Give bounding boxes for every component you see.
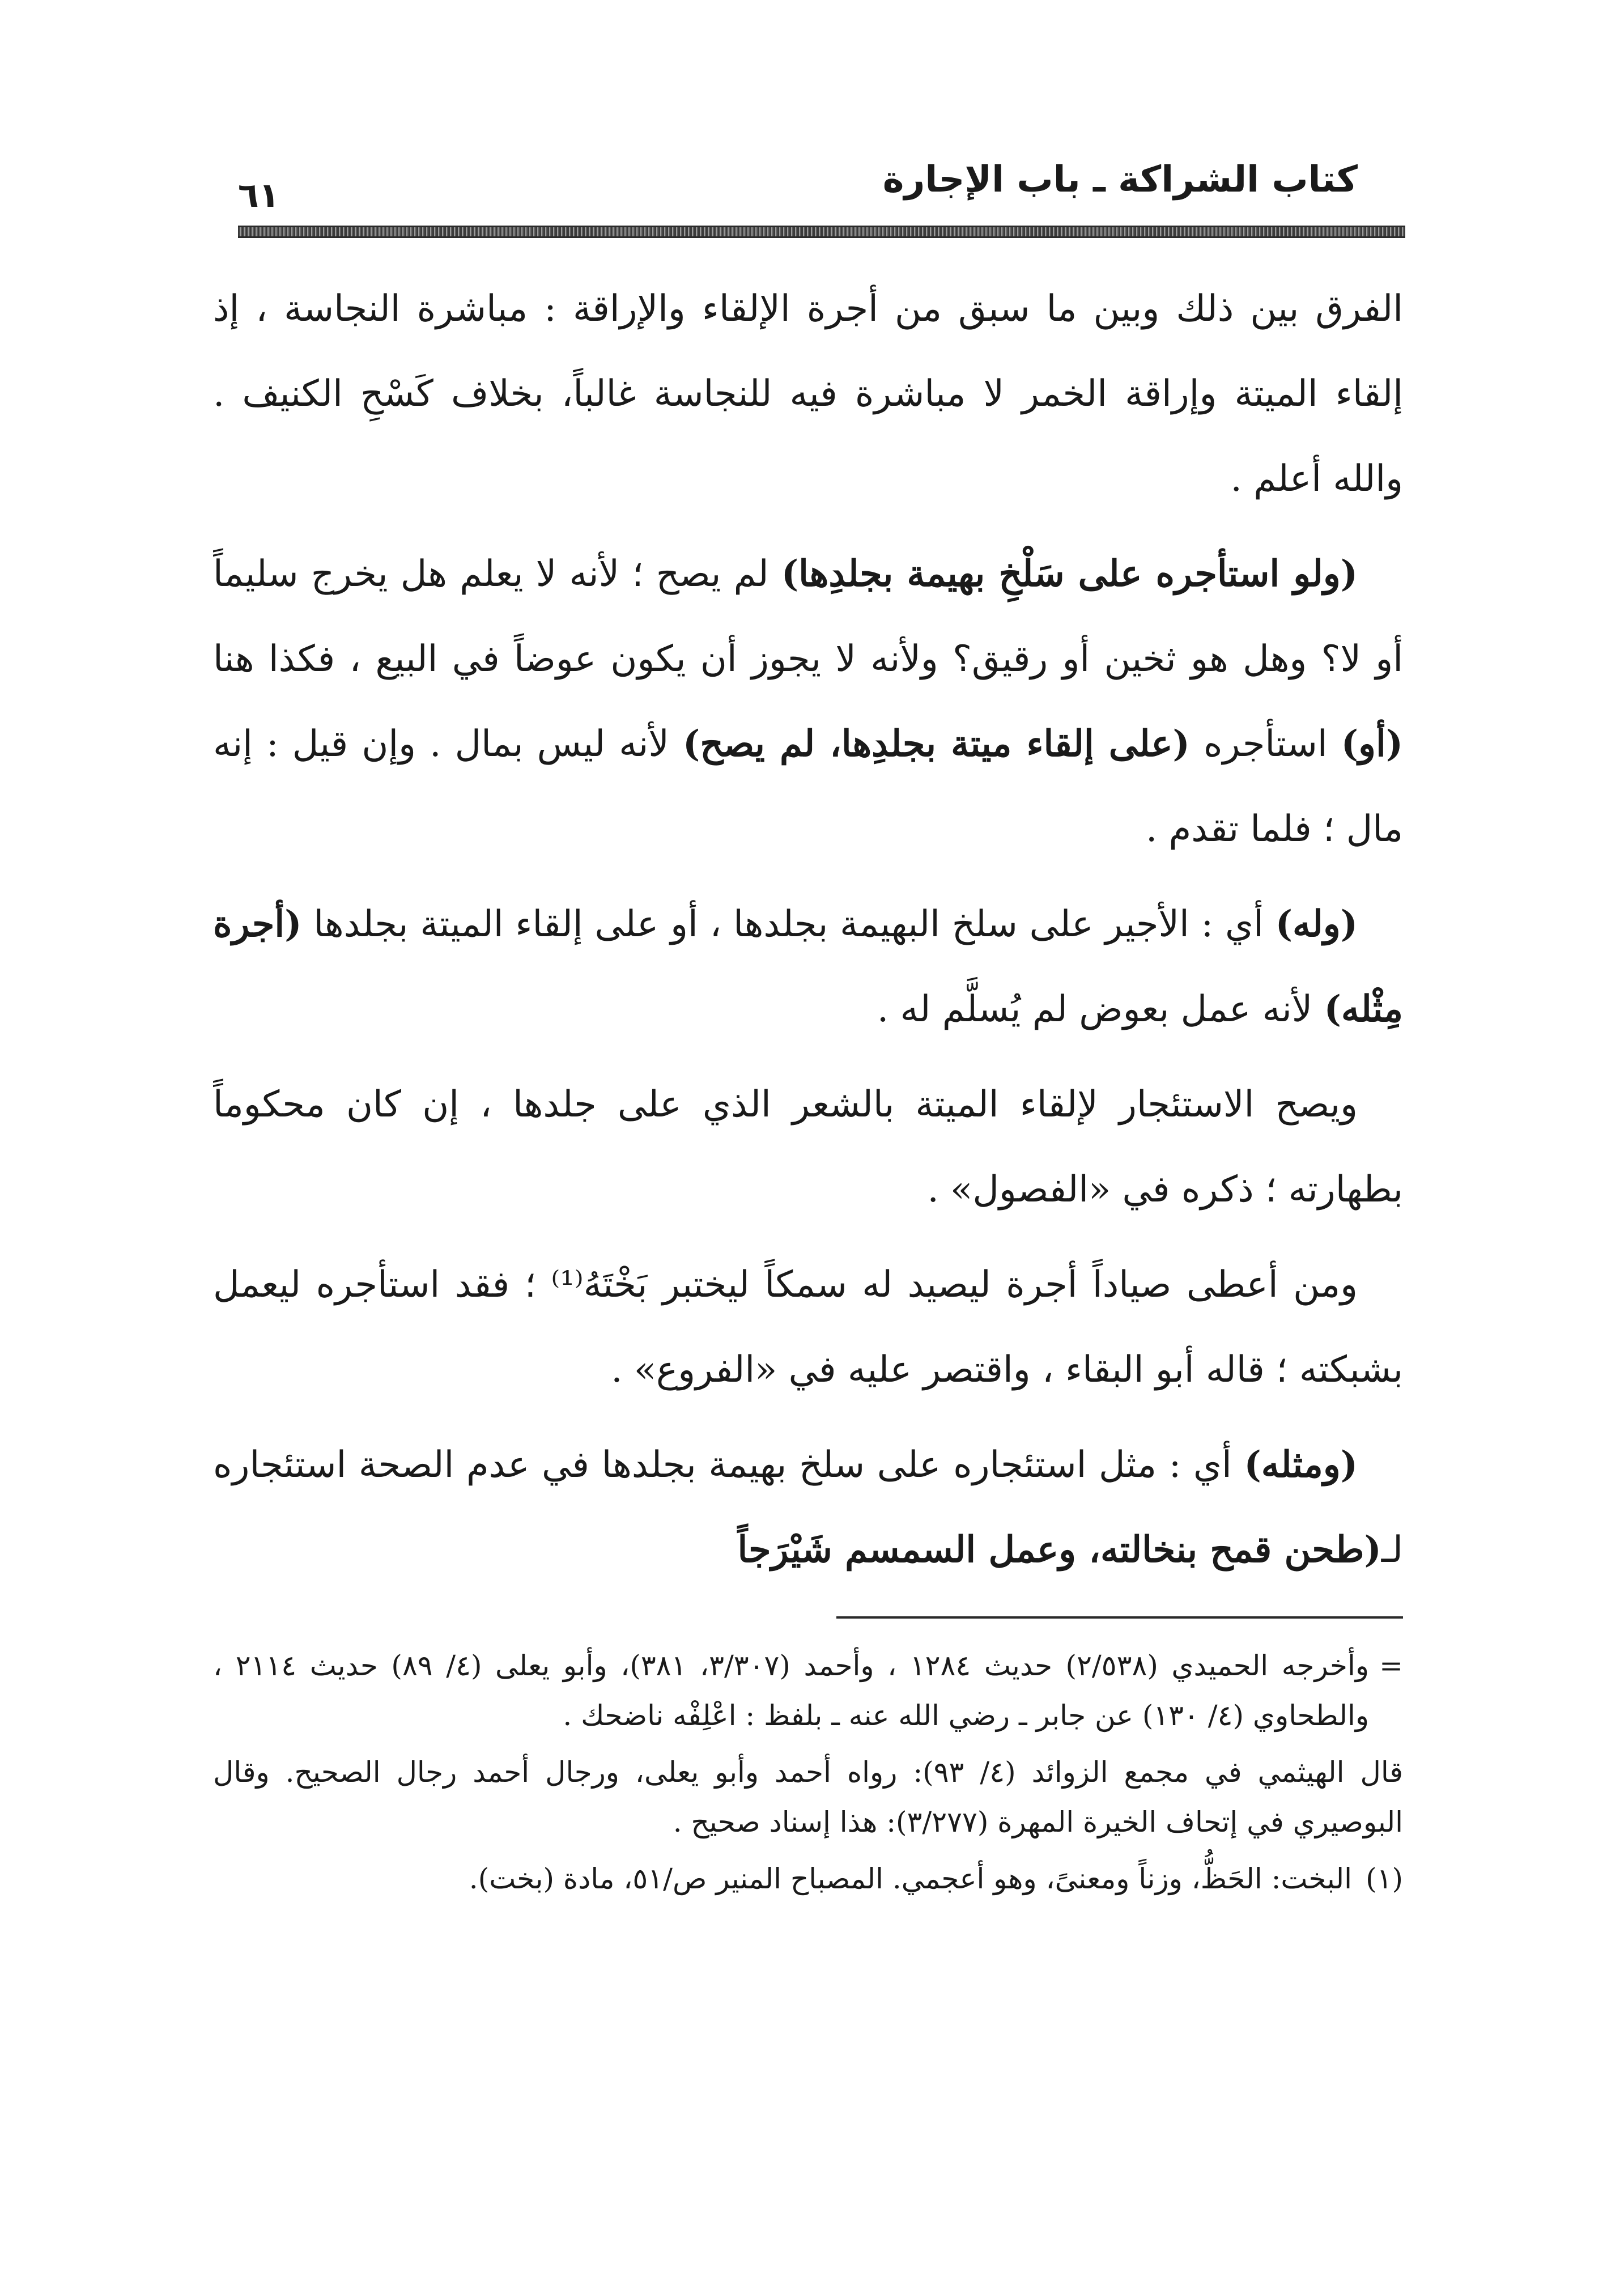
commentary-text: استأجره	[1189, 723, 1341, 765]
footnotes	[213, 1641, 1403, 2151]
matn-excerpt: (أجرة مِثْله)	[213, 903, 1403, 1030]
commentary-text: لأنه عمل بعوض لم يُسلَّم له .	[877, 988, 1324, 1030]
paragraph-3	[213, 882, 1403, 1052]
header-rule	[238, 226, 1405, 238]
commentary-text: أي : الأجير على سلخ البهيمة بجلدها ، أو على إلقاء الميتة بجلدها	[301, 903, 1276, 945]
paragraph-2	[213, 532, 1403, 872]
footnote-haythami: قال الهيثمي في مجمع الزوائد (٤/ ٩٣): رواه أحمد وأبو يعلى، ورجال أحمد رجال الصحيح. وقال البوصيري في إتحاف الخيرة المهرة (٣/٢٧٧): هذا إسناد صحيح .	[213, 1756, 1403, 1838]
paragraph-1: الفرق بين ذلك وبين ما سبق من أجرة الإلقاء والإراقة : مباشرة النجاسة ، إذ إلقاء الميتة وإراقة الخمر لا مباشرة فيه للنجاسة غالباً، بخلاف كَسْحِ الكنيف . والله أعلم .	[213, 288, 1403, 500]
paragraph-4: ويصح الاستئجار لإلقاء الميتة بالشعر الذي على جلدها ، إن كان محكوماً بطهارته ؛ ذكره في «الفصول» .	[213, 1084, 1403, 1211]
footnote-text: وأخرجه الحميدي (٢/٥٣٨) حديث ١٢٨٤ ، وأحمد (٣/٣٠٧، ٣٨١)، وأبو يعلى (٤/ ٨٩) حديث ٢١١٤ ، والطحاوي (٤/ ١٣٠) عن جابر ـ رضي الله عنه ـ بلفظ : اعْلِفْه ناضحك .	[213, 1649, 1370, 1732]
paragraph-5: ومن أعطى صياداً أجرة ليصيد له سمكاً ليختبر بَخْتَهُ⁽¹⁾ ؛ فقد استأجره ليعمل بشبكته ؛ قاله أبو البقاء ، واقتصر عليه في «الفروع» .	[213, 1264, 1403, 1391]
commentary-text: لأنه ليس بمال . وإن قيل : إنه مال ؛ فلما تقدم .	[213, 723, 1403, 850]
matn-excerpt: (ومثله)	[1244, 1443, 1358, 1486]
page-number: ٦١	[238, 176, 280, 215]
footnote-continuation	[213, 1641, 1403, 1740]
matn-excerpt: (ولو استأجره على سَلْخِ بهيمة بجلدِها)	[781, 553, 1358, 595]
commentary-text: أي : مثل استئجاره على سلخ بهيمة بجلدها في عدم الصحة استئجاره لـ	[213, 1444, 1403, 1571]
matn-excerpt: (على إلقاء ميتة بجلدِها، لم يصح)	[683, 723, 1190, 765]
main-text	[213, 266, 1403, 1581]
matn-excerpt: (وله)	[1275, 903, 1358, 945]
matn-excerpt: (طحن قمح بنخالته، وعمل السمسم شَيْرَجاً	[737, 1528, 1381, 1571]
commentary-text: لم يصح ؛ لأنه لا يعلم هل يخرج سليماً أو لا؟ وهل هو ثخين أو رقيق؟ ولأنه لا يجوز أن يكون عوضاً في البيع ، فكذا هنا	[213, 553, 1403, 680]
footnote-separator	[836, 1616, 1403, 1619]
footnote-number: (١)	[1366, 1862, 1403, 1895]
footnote-text: البخت: الحَظُّ، وزناً ومعنىً، وهو أعجمي. المصباح المنير ص/٥١، مادة (بخت).	[469, 1862, 1352, 1895]
paragraph-6	[213, 1422, 1403, 1581]
footnote-1	[213, 1854, 1403, 1904]
matn-excerpt: (أو)	[1341, 723, 1403, 765]
running-header-title: كتاب الشراكة ـ باب الإجارة	[882, 159, 1358, 201]
continuation-marker: =	[1379, 1649, 1403, 1682]
